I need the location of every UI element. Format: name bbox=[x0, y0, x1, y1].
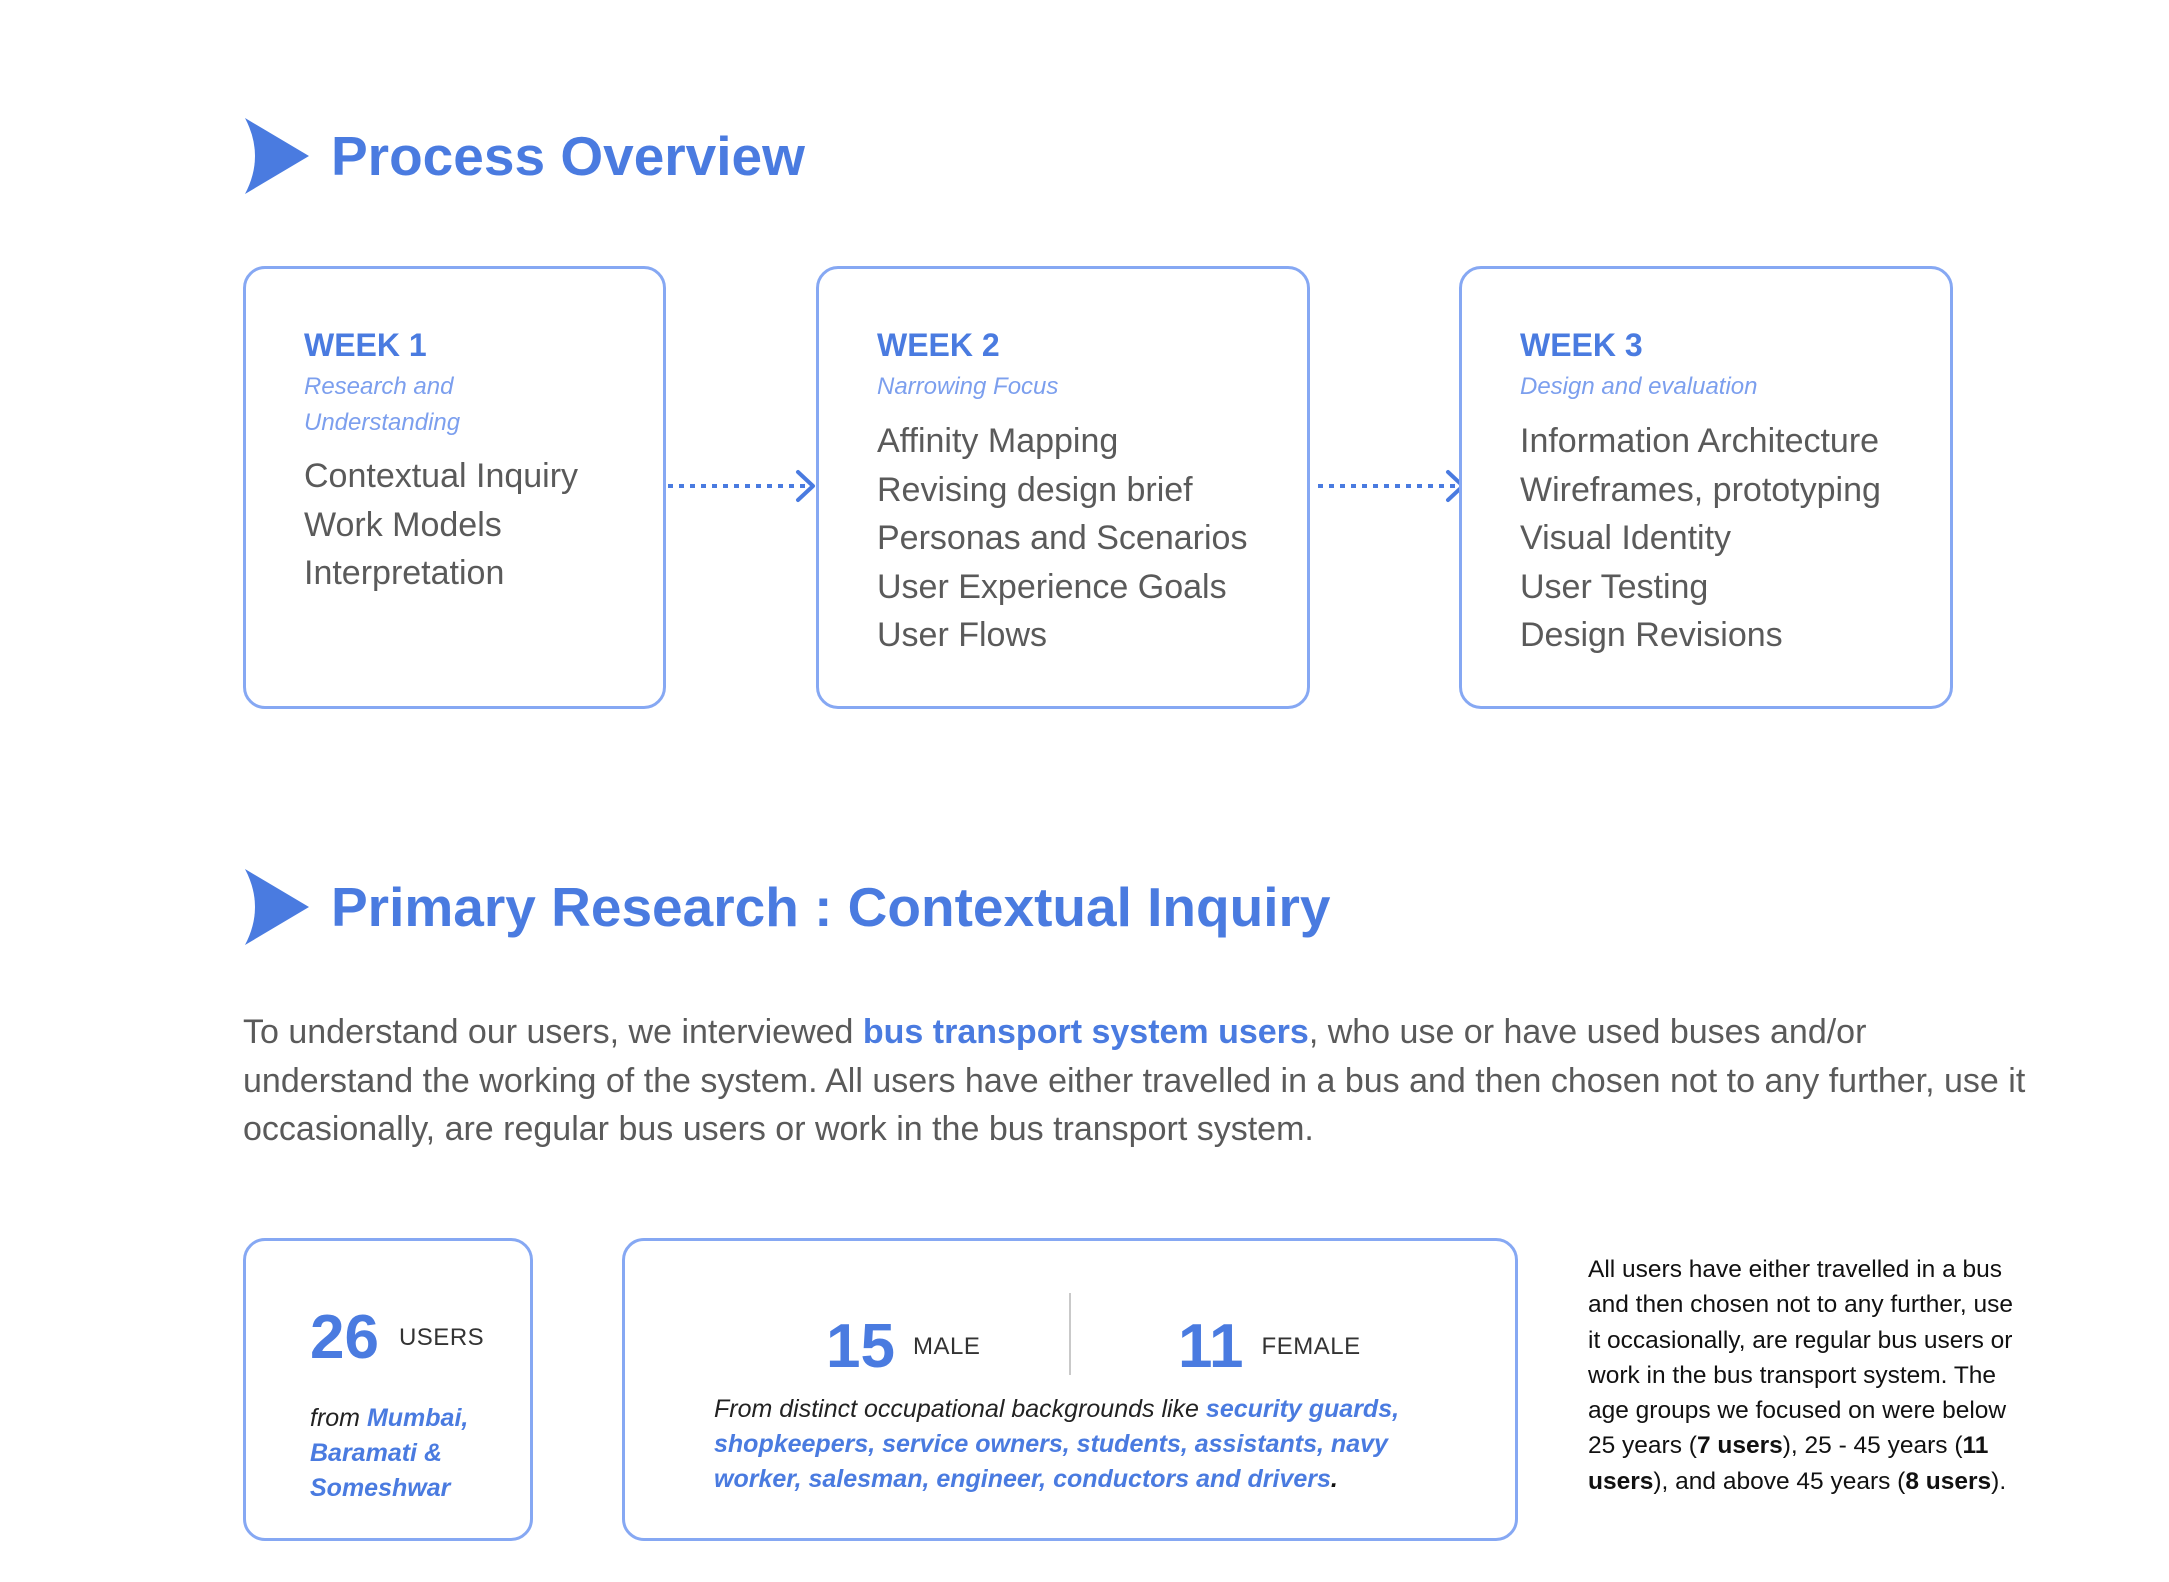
process-overview-header bbox=[243, 118, 805, 194]
list-item: Work Models bbox=[304, 505, 502, 544]
week-activity-list bbox=[304, 452, 578, 598]
dotted-arrow-connector bbox=[1310, 466, 1462, 506]
week-activity-list bbox=[877, 417, 1247, 660]
list-item: Interpretation bbox=[304, 554, 505, 592]
list-item: Design Revisions bbox=[1520, 616, 1783, 654]
occupations-text bbox=[714, 1392, 1454, 1497]
list-item: Revising design brief bbox=[877, 470, 1193, 509]
list-item: Personas and Scenarios bbox=[877, 519, 1248, 557]
intro-paragraph bbox=[243, 1008, 2043, 1154]
primary-research-header bbox=[243, 869, 1330, 945]
occupations-prefix: From distinct occupational backgrounds like bbox=[714, 1395, 1206, 1423]
female-count: 11 bbox=[1178, 1312, 1244, 1381]
note-bold: 8 users bbox=[1905, 1467, 1992, 1495]
gender-breakdown-card bbox=[622, 1238, 1518, 1541]
users-label: USERS bbox=[398, 1324, 485, 1351]
list-item: Visual Identity bbox=[1520, 519, 1732, 557]
note-text: ), and above 45 years ( bbox=[1653, 1467, 1906, 1495]
female-label: FEMALE bbox=[1261, 1333, 1361, 1360]
arrow-chevron-icon bbox=[243, 869, 309, 945]
from-prefix: from bbox=[310, 1404, 367, 1432]
week-card-1 bbox=[243, 266, 666, 709]
list-item: Contextual Inquiry bbox=[304, 457, 579, 495]
male-count: 15 bbox=[826, 1312, 895, 1381]
list-item: Wireframes, prototyping bbox=[1520, 470, 1881, 509]
week-card-3 bbox=[1459, 266, 1953, 709]
week-title: WEEK 1 bbox=[304, 327, 427, 363]
users-count: 26 bbox=[310, 1303, 379, 1372]
week-activity-list bbox=[1520, 417, 1881, 660]
section-title: Process Overview bbox=[331, 125, 805, 187]
list-item: Information Architecture bbox=[1520, 422, 1880, 460]
male-stat bbox=[826, 1312, 981, 1381]
section-title: Primary Research : Contextual Inquiry bbox=[331, 876, 1331, 938]
week-subtitle: Research and Understanding bbox=[304, 373, 461, 436]
female-stat bbox=[1178, 1312, 1361, 1381]
note-text: All users have either travelled in a bus and then chosen not to any further, use it occasionally, are regular bus users or work in the bus transport system. The age groups we focused on were below 25 years ( bbox=[1588, 1256, 2013, 1460]
intro-text: To understand our users, we interviewed bbox=[243, 1013, 863, 1051]
note-bold: 11 users bbox=[1588, 1432, 1989, 1495]
users-locations bbox=[310, 1401, 510, 1506]
week-subtitle: Narrowing Focus bbox=[877, 373, 1059, 400]
week-card-2 bbox=[816, 266, 1310, 709]
week-title: WEEK 3 bbox=[1520, 327, 1643, 363]
location-list: Mumbai, Baramati & Someshwar bbox=[310, 1404, 469, 1502]
users-stat bbox=[310, 1303, 485, 1372]
users-count-card bbox=[243, 1238, 533, 1541]
dotted-arrow-connector bbox=[666, 466, 818, 506]
occupations-list: security guards, shopkeepers, service owners, students, assistants, navy worker, salesman, engineer, conductors and drivers bbox=[714, 1395, 1400, 1493]
note-text: ), 25 - 45 years ( bbox=[1782, 1432, 1963, 1460]
list-item: User Flows bbox=[877, 616, 1048, 654]
list-item: User Testing bbox=[1520, 567, 1709, 606]
divider bbox=[1069, 1293, 1071, 1375]
list-item: User Experience Goals bbox=[877, 567, 1227, 606]
week-title: WEEK 2 bbox=[877, 327, 1000, 363]
intro-highlight: bus transport system users bbox=[862, 1013, 1309, 1051]
list-item: Affinity Mapping bbox=[877, 422, 1119, 460]
occupations-suffix: . bbox=[1330, 1465, 1338, 1493]
intro-text: , who use or have used buses and/or understand the working of the system. All users have either travelled in a bus and then chosen not to any further, use it occasionally, are regular bus users or work in the bus transport system. bbox=[243, 1013, 2026, 1148]
week-subtitle: Design and evaluation bbox=[1520, 373, 1758, 400]
arrow-chevron-icon bbox=[243, 118, 309, 194]
note-bold: 7 users bbox=[1696, 1432, 1783, 1460]
male-label: MALE bbox=[912, 1333, 981, 1360]
note-text: ). bbox=[1991, 1467, 2007, 1495]
age-groups-note bbox=[1588, 1252, 2018, 1499]
